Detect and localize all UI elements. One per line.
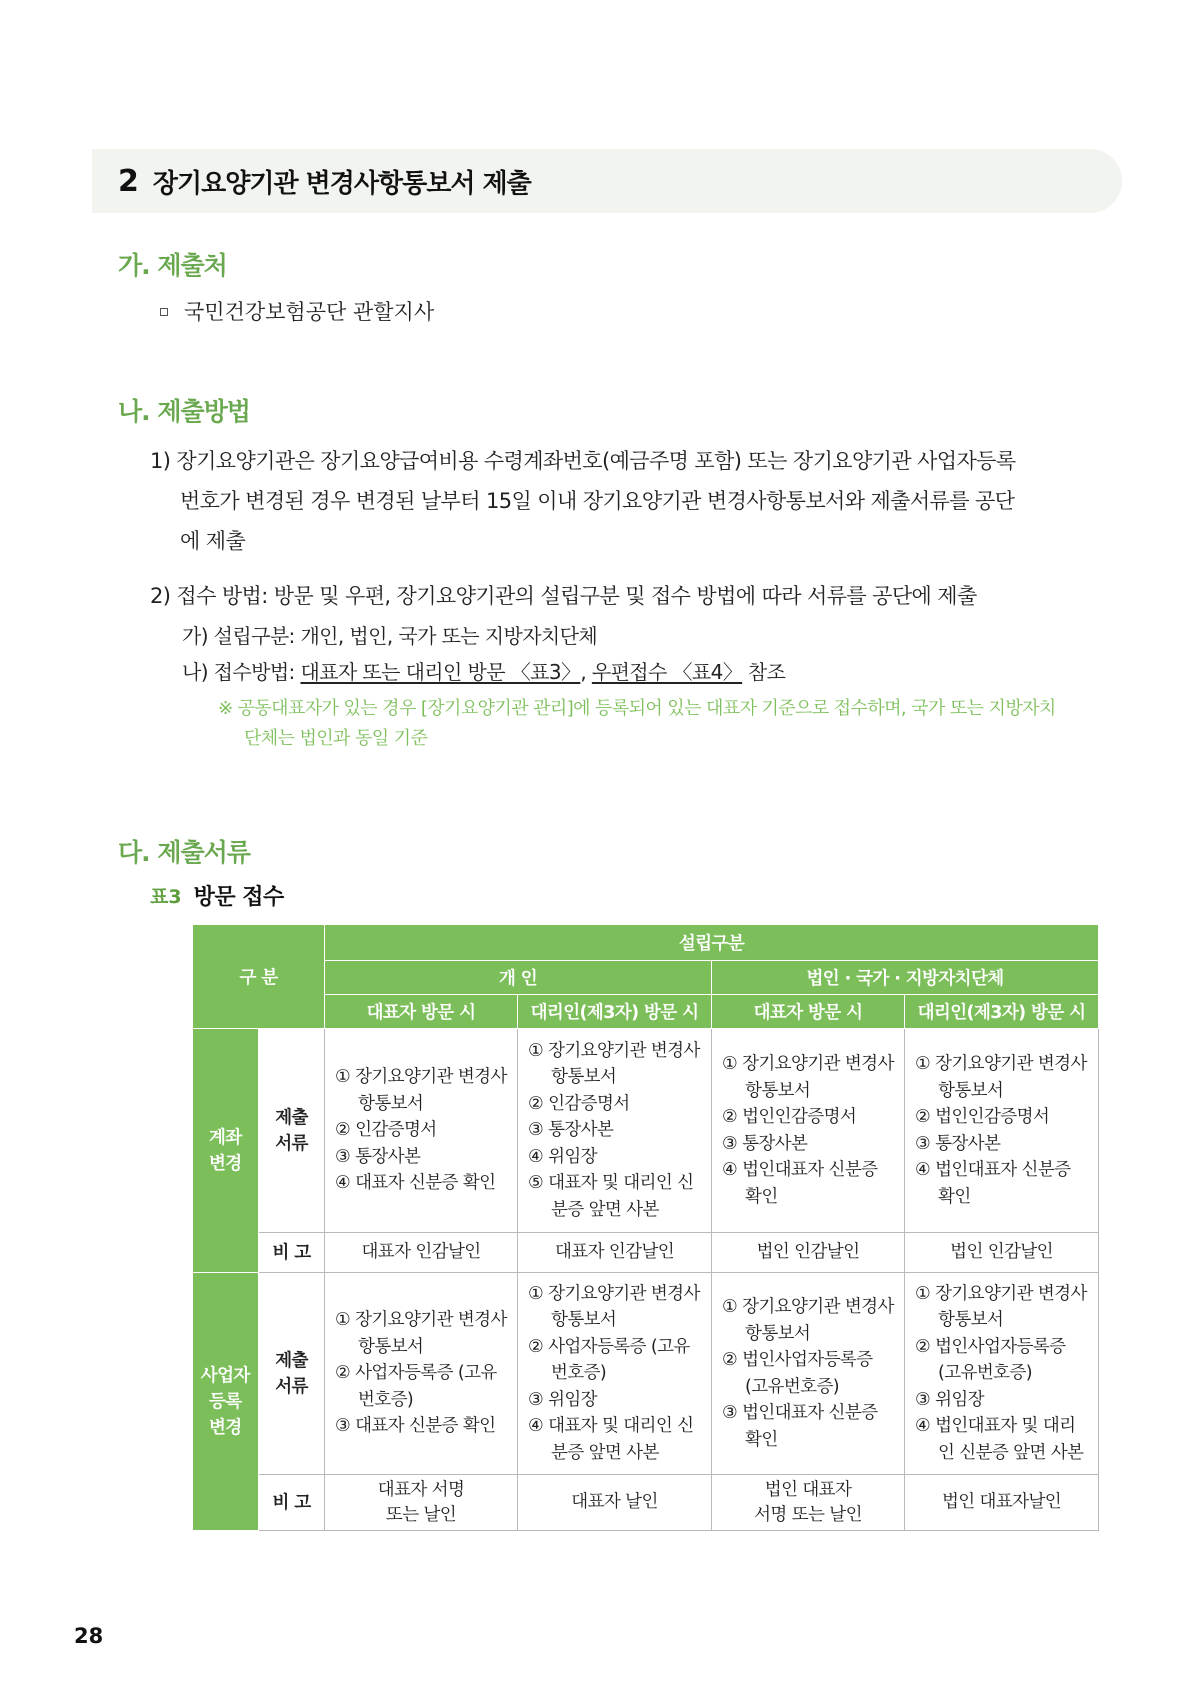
list-item: ① 장기요양기관 변경사항통보서 (722, 1297, 894, 1344)
group1-line2: 변경 (208, 1153, 242, 1174)
visit-submission-table (192, 924, 1099, 1531)
g1-col2-docs (518, 1029, 712, 1233)
g2-col3-remark-line1: 법인 대표자 (764, 1479, 852, 1500)
header-col3: 대표자 방문 시 (712, 995, 905, 1029)
list-item: ① 장기요양기관 변경사항통보서 (335, 1067, 507, 1114)
section-banner (92, 149, 1122, 213)
list-item: ③ 통장사본 (915, 1133, 1001, 1154)
docs-label-line2: 서류 (275, 1133, 308, 1154)
link-table4: 우편접수 〈표4〉 (591, 660, 743, 684)
g1-col4-remark: 법인 인감날인 (905, 1233, 1099, 1273)
g1-col1-remark: 대표자 인감날인 (325, 1233, 518, 1273)
page-number: 28 (74, 1624, 104, 1648)
list-item: ② 법인인감증명서 (722, 1107, 857, 1127)
table-caption (150, 880, 284, 911)
group2-line3: 변경 (208, 1417, 242, 1438)
list-item: ② 사업자등록증 (고유번호증) (335, 1363, 497, 1410)
method-item-b (182, 656, 785, 685)
group1-line1: 계좌 (208, 1127, 242, 1148)
g1-col3-remark: 법인 인감날인 (712, 1233, 905, 1273)
list-item: ③ 위임장 (915, 1389, 984, 1410)
list-item: ① 장기요양기관 변경사항통보서 (915, 1054, 1087, 1101)
header-corporate: 법인 · 국가 · 지방자치단체 (712, 961, 1099, 995)
list-item: ④ 법인대표자 신분증 확인 (915, 1160, 1071, 1207)
g2-col4-remark: 법인 대표자날인 (905, 1475, 1099, 1531)
remark-label: 비 고 (259, 1475, 325, 1531)
g2-col2-remark: 대표자 날인 (518, 1475, 712, 1531)
method-p1-line1: 1) 장기요양기관은 장기요양급여비용 수령계좌번호(예금주명 포함) 또는 장기요양기관 사업자등록 (150, 449, 1016, 473)
list-item: ② 법인인감증명서 (915, 1107, 1050, 1127)
list-item: ② 법인사업자등록증 (고유번호증) (915, 1336, 1066, 1384)
g1-col2-remark: 대표자 인감날인 (518, 1233, 712, 1273)
method-paragraph-1 (150, 441, 1110, 561)
documents-heading: 다. 제출서류 (118, 838, 250, 867)
submit-to-item (160, 296, 434, 326)
section-title: 장기요양기관 변경사항통보서 제출 (152, 168, 531, 199)
g2-col1-remark-line2: 또는 날인 (385, 1504, 457, 1525)
g2-col3-remark-line2: 서명 또는 날인 (754, 1504, 862, 1525)
g2-col2-docs (518, 1273, 712, 1475)
header-col4: 대리인(제3자) 방문 시 (905, 995, 1099, 1029)
section-number: 2 (118, 163, 139, 199)
list-item: ④ 법인대표자 신분증 확인 (722, 1160, 878, 1207)
list-item: ③ 통장사본 (722, 1133, 808, 1154)
list-item: ② 법인사업자등록증 (고유번호증) (722, 1350, 873, 1397)
g2-col1-remark-line1: 대표자 서명 (377, 1479, 465, 1500)
link-table3: 대표자 또는 대리인 방문 〈표3〉 (300, 660, 581, 684)
list-item: ② 인감증명서 (528, 1093, 630, 1114)
list-item: ① 장기요양기관 변경사항통보서 (915, 1283, 1087, 1331)
header-individual: 개 인 (325, 961, 712, 995)
group-business-registration-change (193, 1273, 259, 1531)
list-item: ③ 통장사본 (528, 1120, 614, 1141)
method-p1-line3: 에 제출 (180, 529, 246, 553)
docs-label-line2: 서류 (275, 1376, 308, 1397)
method-item-a: 가) 설립구분: 개인, 법인, 국가 또는 지방자치단체 (182, 624, 598, 648)
method-note (218, 694, 1098, 754)
group2-line1: 사업자 (200, 1365, 250, 1386)
list-item: ② 사업자등록증 (고유번호증) (528, 1336, 690, 1384)
docs-label-line1: 제출 (275, 1350, 308, 1371)
header-establish: 설립구분 (325, 925, 1099, 961)
method-note-line2: 단체는 법인과 동일 기준 (244, 728, 428, 749)
g2-col3-docs (712, 1273, 905, 1475)
list-item: ② 인감증명서 (335, 1120, 437, 1141)
list-item: ① 장기요양기관 변경사항통보서 (335, 1310, 507, 1357)
table-caption-title: 방문 접수 (193, 885, 284, 910)
list-item: ① 장기요양기관 변경사항통보서 (528, 1040, 700, 1088)
g2-col4-docs (905, 1273, 1099, 1475)
method-paragraph-2: 2) 접수 방법: 방문 및 우편, 장기요양기관의 설립구분 및 접수 방법에 따라 서류를 공단에 제출 (150, 584, 977, 608)
g2-col1-remark (325, 1475, 518, 1531)
g2-col1-docs (325, 1273, 518, 1475)
submit-to-text: 국민건강보험공단 관할지사 (184, 300, 435, 324)
g1-col3-docs (712, 1029, 905, 1233)
list-item: ③ 위임장 (528, 1389, 597, 1410)
square-bullet-icon (160, 308, 168, 316)
docs-label (259, 1029, 325, 1233)
list-item: ④ 대표자 및 대리인 신분증 앞면 사본 (528, 1416, 694, 1463)
g1-col4-docs (905, 1029, 1099, 1233)
group-account-change (193, 1029, 259, 1273)
submit-method-heading: 나. 제출방법 (118, 397, 250, 426)
g1-col1-docs (325, 1029, 518, 1233)
list-item: ⑤ 대표자 및 대리인 신분증 앞면 사본 (528, 1173, 694, 1220)
header-col1: 대표자 방문 시 (325, 995, 518, 1029)
submit-to-heading: 가. 제출처 (118, 251, 227, 280)
list-item: ① 장기요양기관 변경사항통보서 (722, 1054, 894, 1101)
method-item-b-suffix: 참조 (742, 660, 786, 684)
g2-col3-remark (712, 1475, 905, 1531)
list-item: ④ 위임장 (528, 1146, 597, 1167)
header-col2: 대리인(제3자) 방문 시 (518, 995, 712, 1029)
list-item: ④ 법인대표자 및 대리인 신분증 앞면 사본 (915, 1416, 1084, 1463)
header-gubun: 구 분 (193, 925, 325, 1029)
table-caption-label: 표3 (150, 886, 182, 908)
method-note-line1: ※ 공동대표자가 있는 경우 [장기요양기관 관리]에 등록되어 있는 대표자 기준으로 접수하며, 국가 또는 지방자치 (218, 698, 1056, 719)
method-p1-line2: 번호가 변경된 경우 변경된 날부터 15일 이내 장기요양기관 변경사항통보서와 제출서류를 공단 (180, 489, 1015, 513)
list-item: ④ 대표자 신분증 확인 (335, 1173, 496, 1194)
list-item: ③ 통장사본 (335, 1146, 421, 1167)
docs-label (259, 1273, 325, 1475)
remark-label: 비 고 (259, 1233, 325, 1273)
method-item-b-sep: , (580, 660, 592, 684)
list-item: ③ 법인대표자 신분증 확인 (722, 1403, 878, 1450)
list-item: ③ 대표자 신분증 확인 (335, 1416, 496, 1437)
group2-line2: 등록 (208, 1391, 242, 1412)
method-item-b-prefix: 나) 접수방법: (182, 660, 301, 684)
docs-label-line1: 제출 (275, 1107, 308, 1128)
list-item: ① 장기요양기관 변경사항통보서 (528, 1283, 700, 1331)
